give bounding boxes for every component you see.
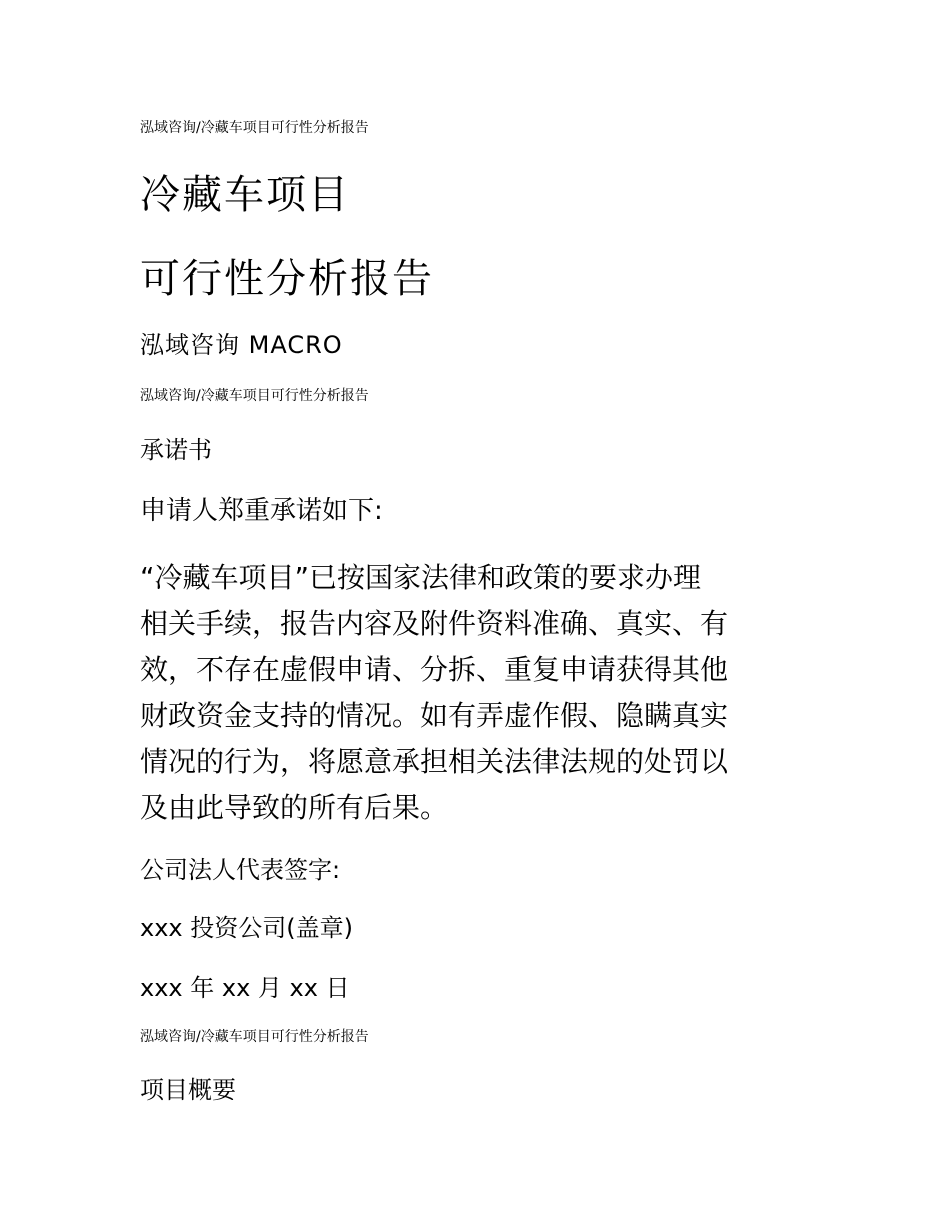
- running-header: 泓域咨询/冷藏车项目可行性分析报告: [140, 1029, 369, 1045]
- company-name: 泓域咨询 MACRO: [140, 331, 343, 359]
- document-title-line-1: 冷藏车项目: [140, 172, 350, 218]
- document-title-line-2: 可行性分析报告: [140, 256, 434, 302]
- pledge-body-line: 情况的行为，将愿意承担相关法律法规的处罚以: [140, 745, 729, 778]
- running-header: 泓域咨询/冷藏车项目可行性分析报告: [140, 388, 369, 404]
- signature-label: 公司法人代表签字:: [140, 856, 341, 884]
- pledge-body: [140, 555, 805, 831]
- pledge-body-line: 效，不存在虚假申请、分拆、重复申请获得其他: [140, 653, 729, 686]
- pledge-body-line: 财政资金支持的情况。如有弄虚作假、隐瞒真实: [140, 699, 729, 732]
- pledge-body-line: 相关手续，报告内容及附件资料准确、真实、有: [140, 607, 729, 640]
- pledge-intro: 申请人郑重承诺如下:: [140, 496, 383, 526]
- pledge-heading: 承诺书: [140, 436, 212, 464]
- company-seal-line: xxx 投资公司(盖章): [140, 914, 353, 942]
- running-header: 泓域咨询/冷藏车项目可行性分析报告: [140, 120, 369, 136]
- date-line: xxx 年 xx 月 xx 日: [140, 974, 350, 1002]
- pledge-body-line: “冷藏车项目”已按国家法律和政策的要求办理: [140, 561, 702, 594]
- section-heading-project-summary: 项目概要: [140, 1076, 236, 1104]
- pledge-body-line: 及由此导致的所有后果。: [140, 791, 449, 824]
